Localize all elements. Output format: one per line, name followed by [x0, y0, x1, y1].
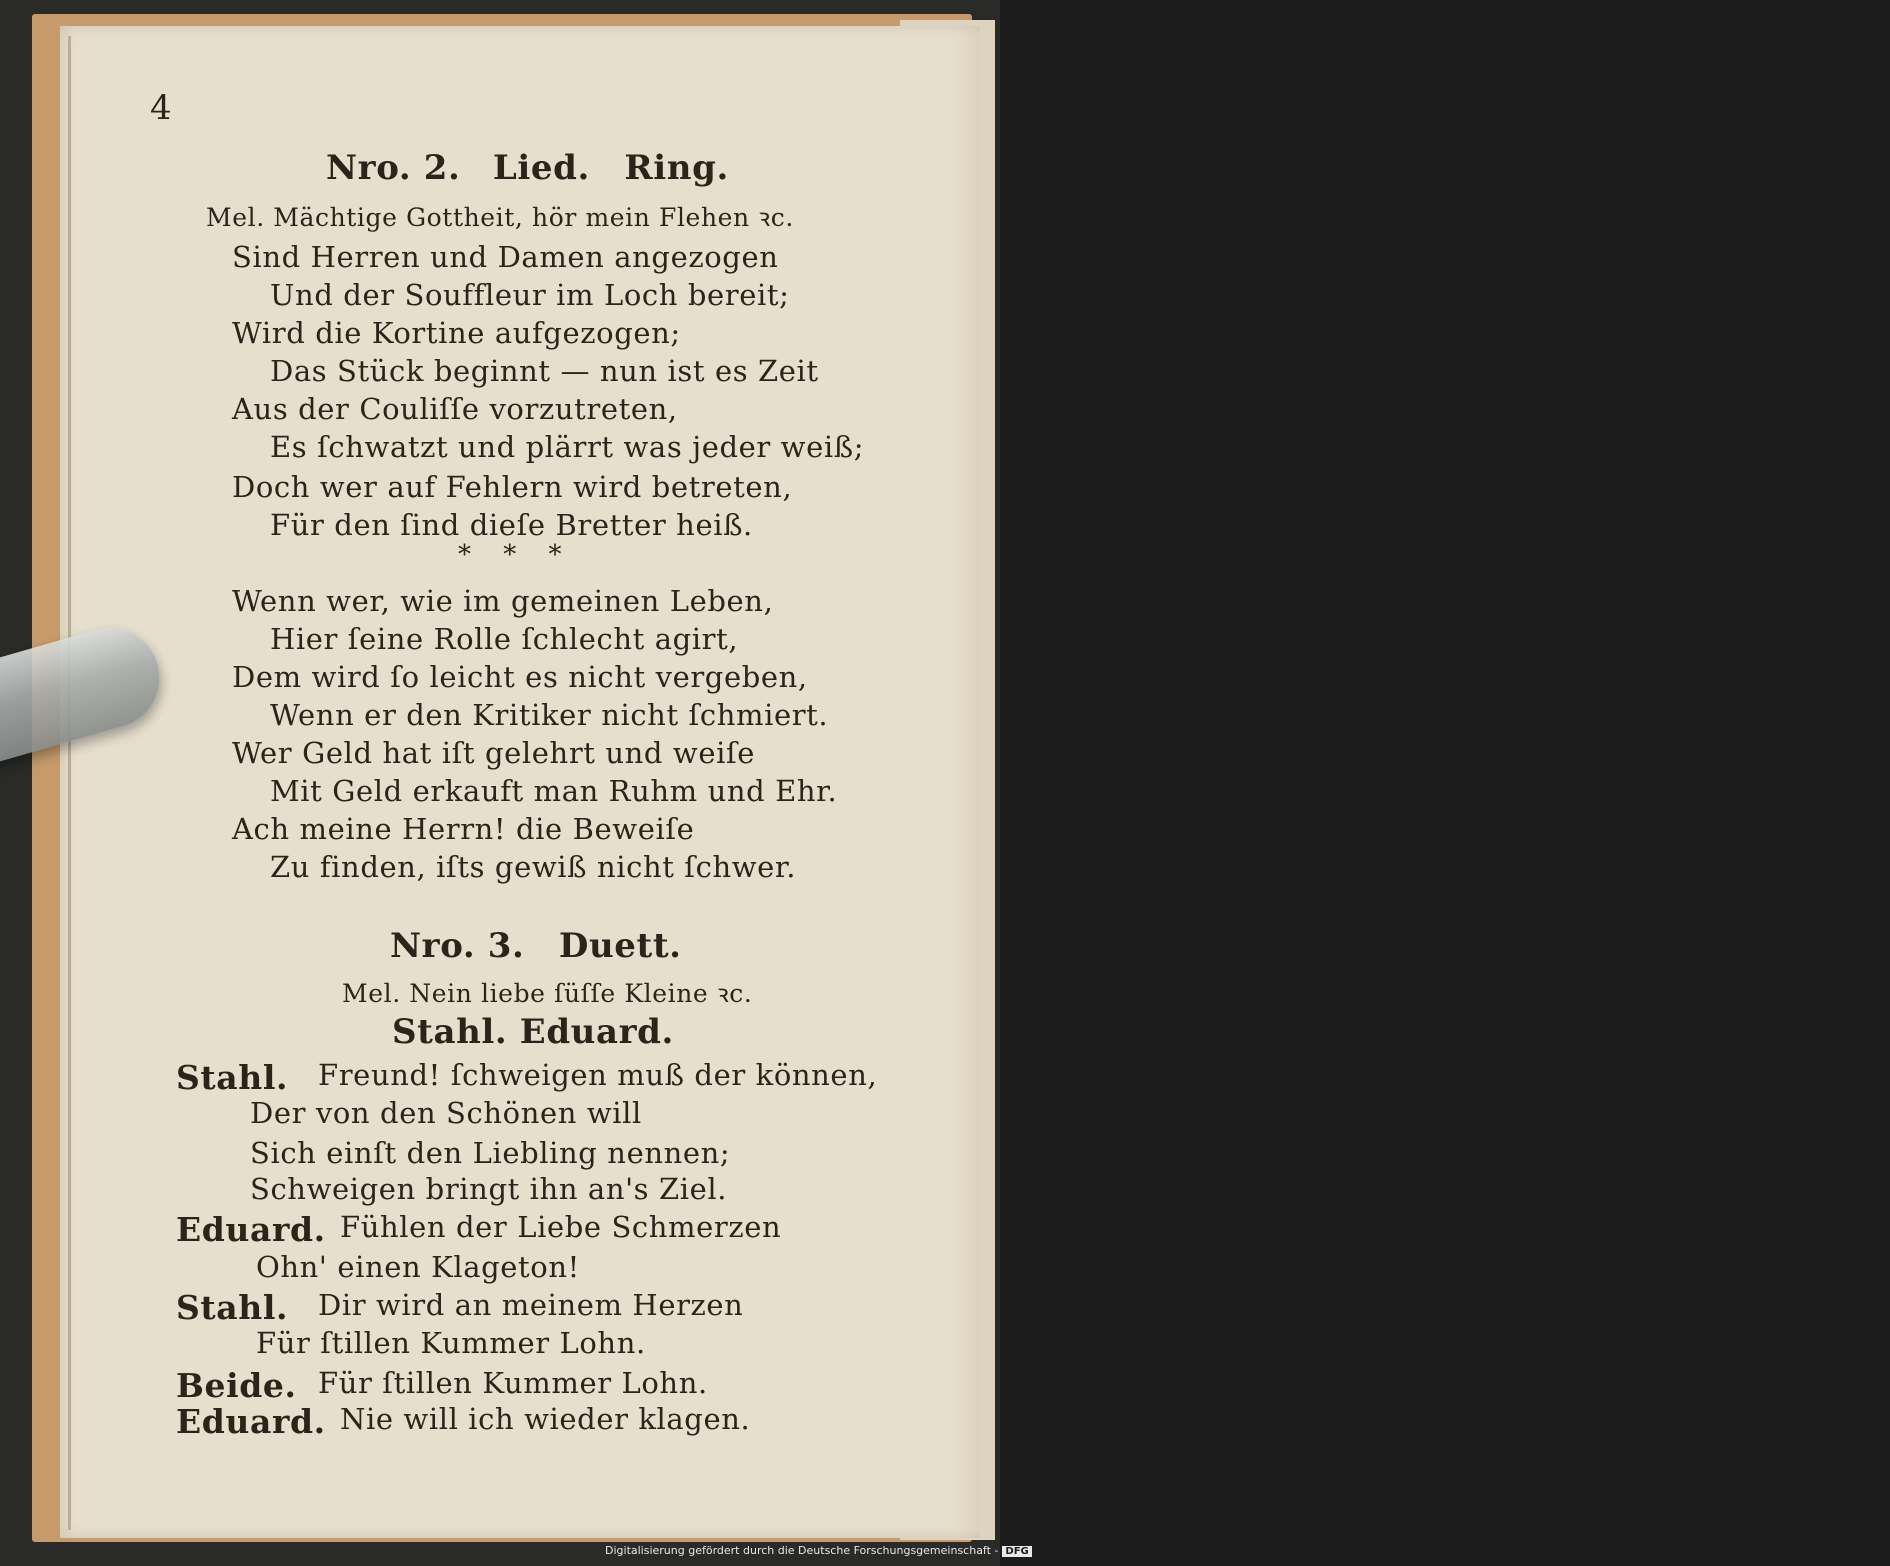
speaker-label: Stahl.: [176, 1288, 289, 1327]
duet-line: Ohn' einen Klageton!: [256, 1250, 580, 1284]
song2-character: Ring.: [624, 148, 729, 188]
page-gutter: [68, 36, 71, 1530]
duet-line: Fühlen der Liebe Schmerzen: [340, 1210, 782, 1244]
verse-line: Mit Geld erkauft man Ruhm und Ehr.: [270, 774, 838, 808]
verse-line: Wird die Kortine aufgezogen;: [232, 316, 681, 350]
page-number: 4: [150, 88, 173, 128]
verse-line: Wenn wer, wie im gemeinen Leben,: [232, 584, 774, 618]
verse-line: Dem wird ſo leicht es nicht vergeben,: [232, 660, 808, 694]
verse-line: Und der Souffleur im Loch bereit;: [270, 278, 790, 312]
duet-line: Für ſtillen Kummer Lohn.: [318, 1366, 708, 1400]
duet-line: Der von den Schönen will: [250, 1096, 642, 1130]
duet-line: Nie will ich wieder klagen.: [340, 1402, 751, 1436]
speaker-label: Eduard.: [176, 1210, 326, 1249]
digitization-credit: [605, 1544, 1032, 1557]
verse-line: Zu finden, iſts gewiß nicht ſchwer.: [270, 850, 797, 884]
bleed-through-text: [1720, 400, 1890, 1360]
duet-line: Schweigen bringt ihn an's Ziel.: [250, 1172, 728, 1206]
stanza-separator: * * *: [458, 540, 574, 570]
song3-cast: Stahl. Eduard.: [392, 1012, 674, 1052]
duet-line: Für ſtillen Kummer Lohn.: [256, 1326, 646, 1360]
verse-line: Ach meine Herrn! die Beweiſe: [232, 812, 695, 846]
verse-line: Wenn er den Kritiker nicht ſchmiert.: [270, 698, 829, 732]
duet-line: Dir wird an meinem Herzen: [318, 1288, 744, 1322]
verse-line: Doch wer auf Fehlern wird betreten,: [232, 470, 793, 504]
song3-melody: Mel. Nein liebe ſüſſe Kleine ꝛc.: [342, 979, 753, 1008]
song2-genre: Lied.: [492, 148, 590, 188]
song2-melody: Mel. Mächtige Gottheit, hör mein Flehen ꝛc.: [206, 203, 794, 232]
speaker-label: Eduard.: [176, 1402, 326, 1441]
song2-title: [326, 148, 729, 188]
verse-line: Es ſchwatzt und plärrt was jeder weiß;: [270, 430, 865, 464]
speaker-label: Stahl.: [176, 1058, 289, 1097]
credit-text: Digitalisierung gefördert durch die Deutsche Forschungsgemeinschaft -: [605, 1544, 999, 1557]
song3-number: Nro. 3.: [390, 926, 525, 966]
verse-line: Aus der Couliſſe vorzutreten,: [232, 392, 678, 426]
verse-line: Wer Geld hat iſt gelehrt und weiſe: [232, 736, 756, 770]
duet-line: Freund! ſchweigen muß der können,: [318, 1058, 878, 1092]
verse-line: Hier ſeine Rolle ſchlecht agirt,: [270, 622, 739, 656]
duet-line: Sich einſt den Liebling nennen;: [250, 1136, 731, 1170]
song3-title: [390, 926, 682, 966]
song3-genre: Duett.: [558, 926, 682, 966]
song2-number: Nro. 2.: [326, 148, 461, 188]
verse-line: Für den ſind dieſe Bretter heiß.: [270, 508, 753, 542]
speaker-label: Beide.: [176, 1366, 297, 1405]
dfg-logo: DFG: [1002, 1546, 1031, 1557]
verse-line: Sind Herren und Damen angezogen: [232, 240, 779, 274]
verse-line: Das Stück beginnt — nun ist es Zeit: [270, 354, 819, 388]
